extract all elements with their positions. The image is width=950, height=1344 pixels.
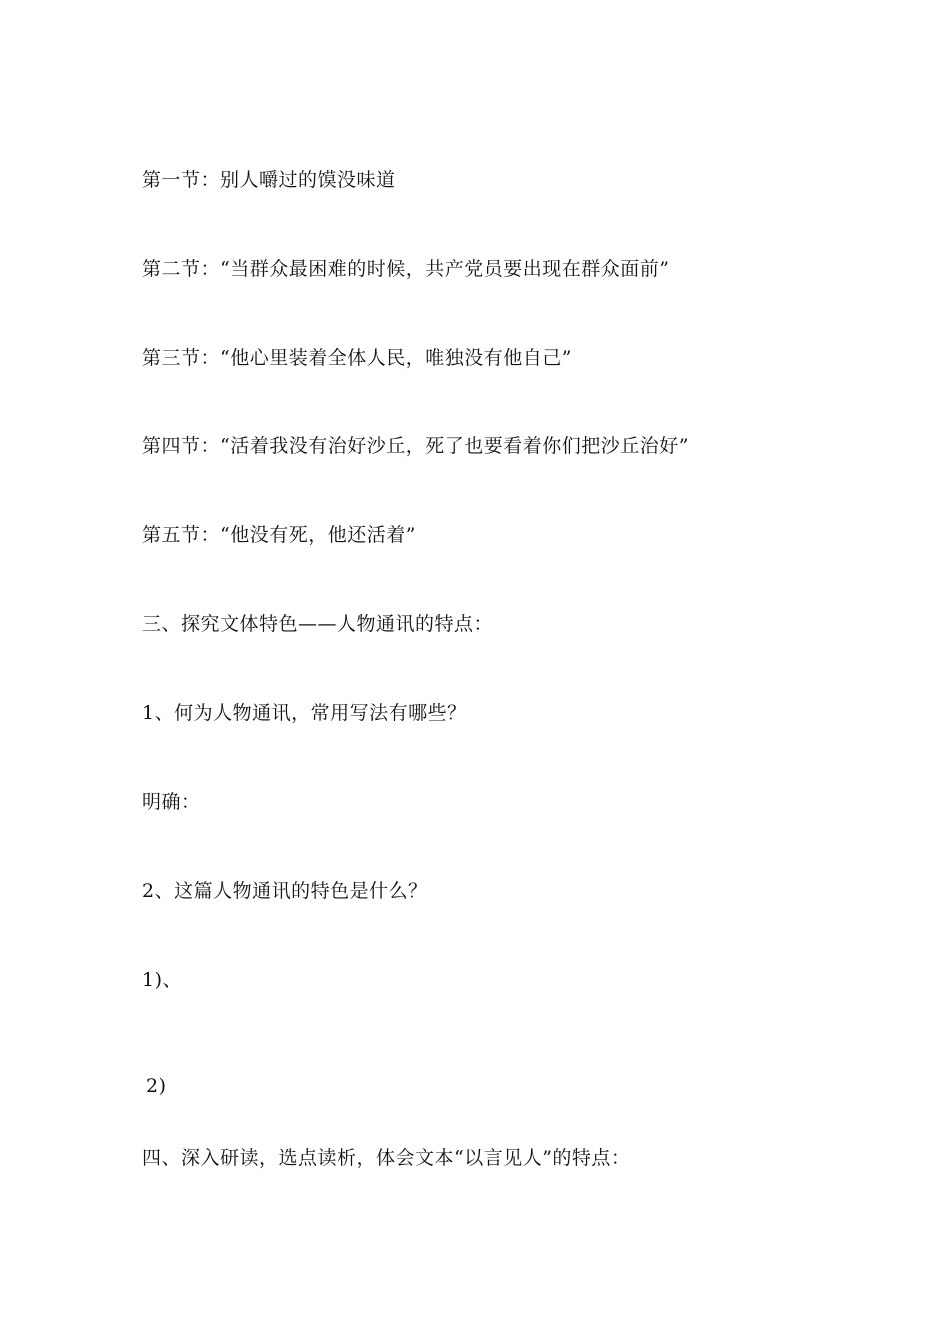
part-three-heading: 三、探究文体特色——人物通讯的特点： — [142, 613, 494, 635]
question-one: 1、何为人物通讯，常用写法有哪些？ — [142, 702, 467, 724]
section-two-heading: 第二节：“当群众最困难的时候，共产党员要出现在群众面前” — [142, 258, 670, 280]
section-three-heading: 第三节：“他心里装着全体人民，唯独没有他自己” — [142, 347, 572, 369]
answer-label: 明确： — [142, 791, 201, 813]
section-four-heading: 第四节：“活着我没有治好沙丘，死了也要看着你们把沙丘治好” — [142, 435, 689, 457]
list-item-one: 1)、 — [142, 969, 183, 991]
part-four-heading: 四、深入研读，选点读析，体会文本“以言见人”的特点： — [142, 1147, 631, 1169]
question-two: 2、这篇人物通讯的特色是什么？ — [142, 880, 428, 902]
section-five-heading: 第五节：“他没有死，他还活着” — [142, 524, 416, 546]
list-item-two: 2) — [146, 1075, 167, 1097]
section-one-heading: 第一节：别人嚼过的馍没味道 — [142, 169, 396, 191]
